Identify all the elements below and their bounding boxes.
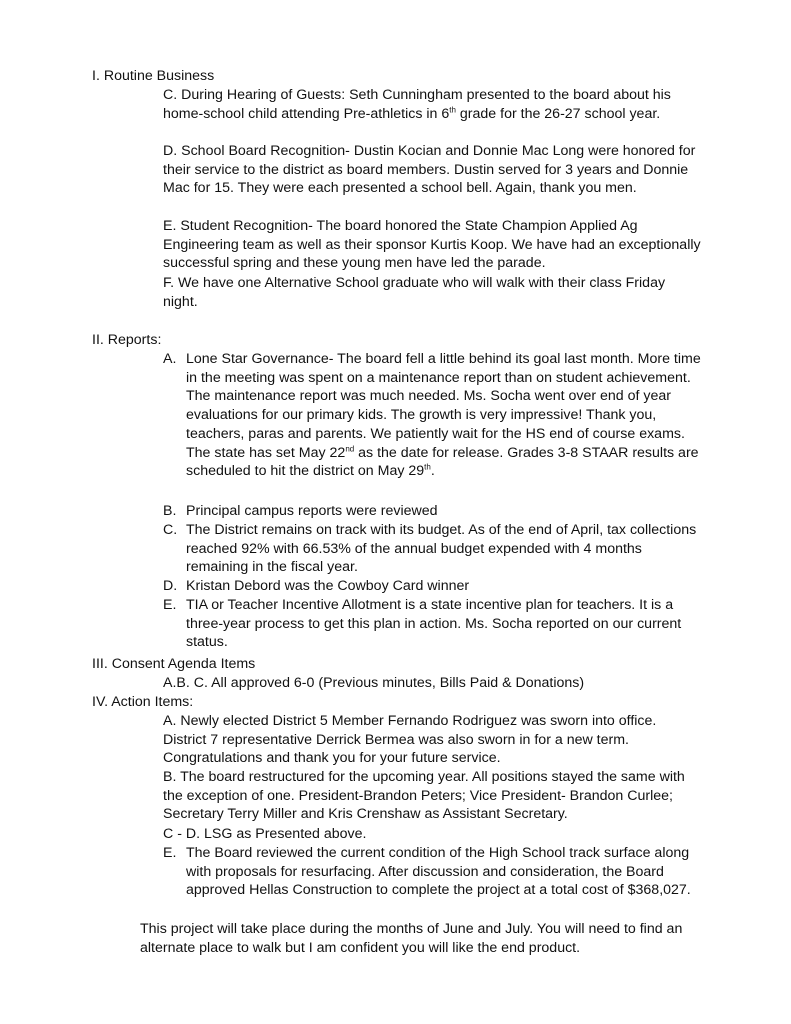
section-heading-action-items: IV. Action Items:	[92, 694, 194, 710]
list-text: TIA or Teacher Incentive Allotment is a state incentive plan for teachers. It is a three-year process to get this plan in action. Ms. Socha reported on our current status.	[186, 597, 682, 651]
report-item-b	[163, 502, 703, 521]
list-marker: B.	[163, 503, 177, 519]
list-marker: E.	[163, 597, 177, 613]
closing-paragraph: This project will take place during the months of June and July. You will need to find an alternate place to walk but I am confident you will like the end product.	[140, 921, 683, 956]
section-heading-reports: II. Reports:	[92, 332, 162, 348]
list-text: Principal campus reports were reviewed	[186, 503, 438, 519]
list-marker: E.	[163, 845, 177, 861]
section-heading-consent-agenda: III. Consent Agenda Items	[92, 656, 256, 672]
routine-item-d: D. School Board Recognition- Dustin Kocian and Donnie Mac Long were honored for their service to the district as board members. Dustin served for 3 years and Donnie Mac for 15. They were each presented a school bell. Again, thank you men.	[163, 143, 696, 197]
section-heading-routine-business: I. Routine Business	[92, 68, 215, 84]
report-item-a	[163, 350, 703, 481]
action-item-e	[163, 844, 703, 900]
routine-item-e: E. Student Recognition- The board honored the State Champion Applied Ag Engineering team as well as their sponsor Kurtis Koop. We have had an exceptionally successful spring and these young men have led the parade.	[163, 218, 701, 272]
report-item-d	[163, 577, 703, 596]
list-text: Lone Star Governance- The board fell a little behind its goal last month. More time in the meeting was spent on a maintenance report than on student achievement. The maintenance report was much needed. Ms. Socha went over end of year evaluations for our primary kids. The growth is very impressive! Thank you, teachers, paras and parents. We patiently wait for the HS end of course exams. The state has set May 22nd as the date for release. Grades 3-8 STAAR results are scheduled to hit the district on May 29th.	[186, 351, 701, 480]
action-item-a: A. Newly elected District 5 Member Fernando Rodriguez was sworn into office. District 7 representative Derrick Bermea was also sworn in for a new term. Congratulations and thank you for your future service.	[163, 713, 657, 767]
list-marker: C.	[163, 522, 178, 538]
list-text: Kristan Debord was the Cowboy Card winner	[186, 578, 470, 594]
list-marker: A.	[163, 351, 177, 367]
consent-agenda-line: A.B. C. All approved 6-0 (Previous minutes, Bills Paid & Donations)	[163, 675, 585, 691]
list-text: The Board reviewed the current condition of the High School track surface along with proposals for resurfacing. After discussion and consideration, the Board approved Hellas Construction to complete the project at a total cost of $368,027.	[186, 845, 691, 899]
routine-item-f: F. We have one Alternative School graduate who will walk with their class Friday night.	[163, 275, 666, 310]
action-item-cd: C - D. LSG as Presented above.	[163, 826, 367, 842]
report-item-c	[163, 521, 703, 577]
report-item-e	[163, 596, 703, 652]
action-item-b: B. The board restructured for the upcoming year. All positions stayed the same with the exception of one. President-Brandon Peters; Vice President- Brandon Curlee; Secretary Terry Miller and Kris Crenshaw as Assistant Secretary.	[163, 769, 685, 823]
list-text: The District remains on track with its budget. As of the end of April, tax collections reached 92% with 66.53% of the annual budget expended with 4 months remaining in the fiscal year.	[186, 522, 697, 576]
list-marker: D.	[163, 578, 178, 594]
routine-item-c: C. During Hearing of Guests: Seth Cunningham presented to the board about his home-school child attending Pre-athletics in 6th grade for the 26-27 school year.	[163, 87, 671, 122]
